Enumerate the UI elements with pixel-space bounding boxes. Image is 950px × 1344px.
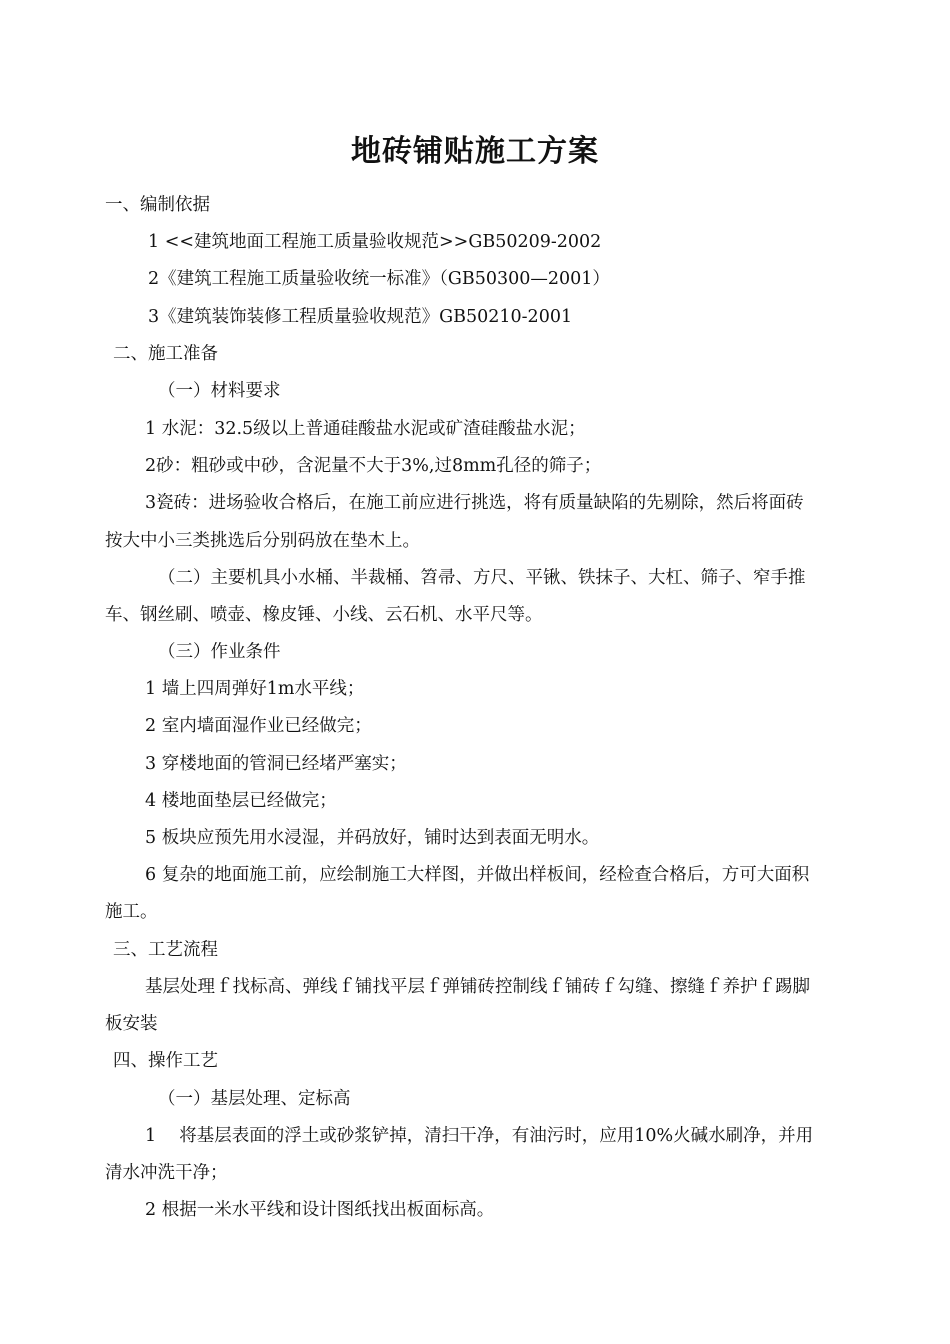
document-title: 地砖铺贴施工方案 — [351, 134, 599, 169]
process-step: 1 将基层表面的浮土或砂浆铲掉，清扫干净，有油污时，应用10%火碱水刷净，并用 — [145, 1126, 814, 1146]
reference-item: 2《建筑工程施工质量验收统一标准》（GB50300—2001） — [148, 269, 610, 289]
subsection-tools-continuation: 车、钢丝刷、喷壶、橡皮锤、小线、云石机、水平尺等。 — [105, 605, 543, 625]
reference-item: 1 <<建筑地面工程施工质量验收规范>>GB50209-2002 — [148, 232, 602, 252]
subsection-heading-conditions: （三）作业条件 — [158, 642, 281, 662]
process-flow: 基层处理ｆ找标高、弹线ｆ铺找平层ｆ弹铺砖控制线ｆ铺砖ｆ勾缝、擦缝ｆ养护ｆ踢脚 — [145, 977, 810, 997]
section-heading-flow: 三、工艺流程 — [113, 940, 218, 960]
section-heading-process: 四、操作工艺 — [113, 1051, 218, 1071]
material-item: 3瓷砖：进场验收合格后，在施工前应进行挑选，将有质量缺陷的先剔除，然后将面砖 — [145, 493, 804, 513]
process-flow-continuation: 板安装 — [105, 1014, 158, 1034]
condition-item-continuation: 施工。 — [105, 902, 158, 922]
material-item: 1 水泥：32.5级以上普通硅酸盐水泥或矿渣硅酸盐水泥； — [145, 419, 586, 439]
material-item-continuation: 按大中小三类挑选后分别码放在垫木上。 — [105, 531, 420, 551]
condition-item: 1 墙上四周弹好1m水平线； — [145, 679, 365, 699]
condition-item: 4 楼地面垫层已经做完； — [145, 791, 337, 811]
condition-item: 2 室内墙面湿作业已经做完； — [145, 716, 372, 736]
subsection-heading-materials: （一）材料要求 — [158, 381, 281, 401]
section-heading-basis: 一、编制依据 — [105, 195, 210, 215]
condition-item: 6 复杂的地面施工前，应绘制施工大样图，并做出样板间，经检查合格后，方可大面积 — [145, 865, 810, 885]
condition-item: 5 板块应预先用水浸湿，并码放好，铺时达到表面无明水。 — [145, 828, 600, 848]
condition-item: 3 穿楼地面的管洞已经堵严塞实； — [145, 754, 407, 774]
process-step: 2 根据一米水平线和设计图纸找出板面标高。 — [145, 1200, 495, 1220]
subsection-heading-base: （一）基层处理、定标高 — [158, 1089, 351, 1109]
material-item: 2砂：粗砂或中砂，含泥量不大于3%,过8mm孔径的筛子； — [145, 456, 602, 476]
section-heading-prep: 二、施工准备 — [113, 344, 218, 364]
reference-item: 3《建筑装饰装修工程质量验收规范》GB50210-2001 — [148, 307, 573, 327]
subsection-tools: （二）主要机具小水桶、半裁桶、笤帚、方尺、平锹、铁抹子、大杠、筛子、窄手推 — [158, 568, 806, 588]
process-step-continuation: 清水冲洗干净； — [105, 1163, 228, 1183]
